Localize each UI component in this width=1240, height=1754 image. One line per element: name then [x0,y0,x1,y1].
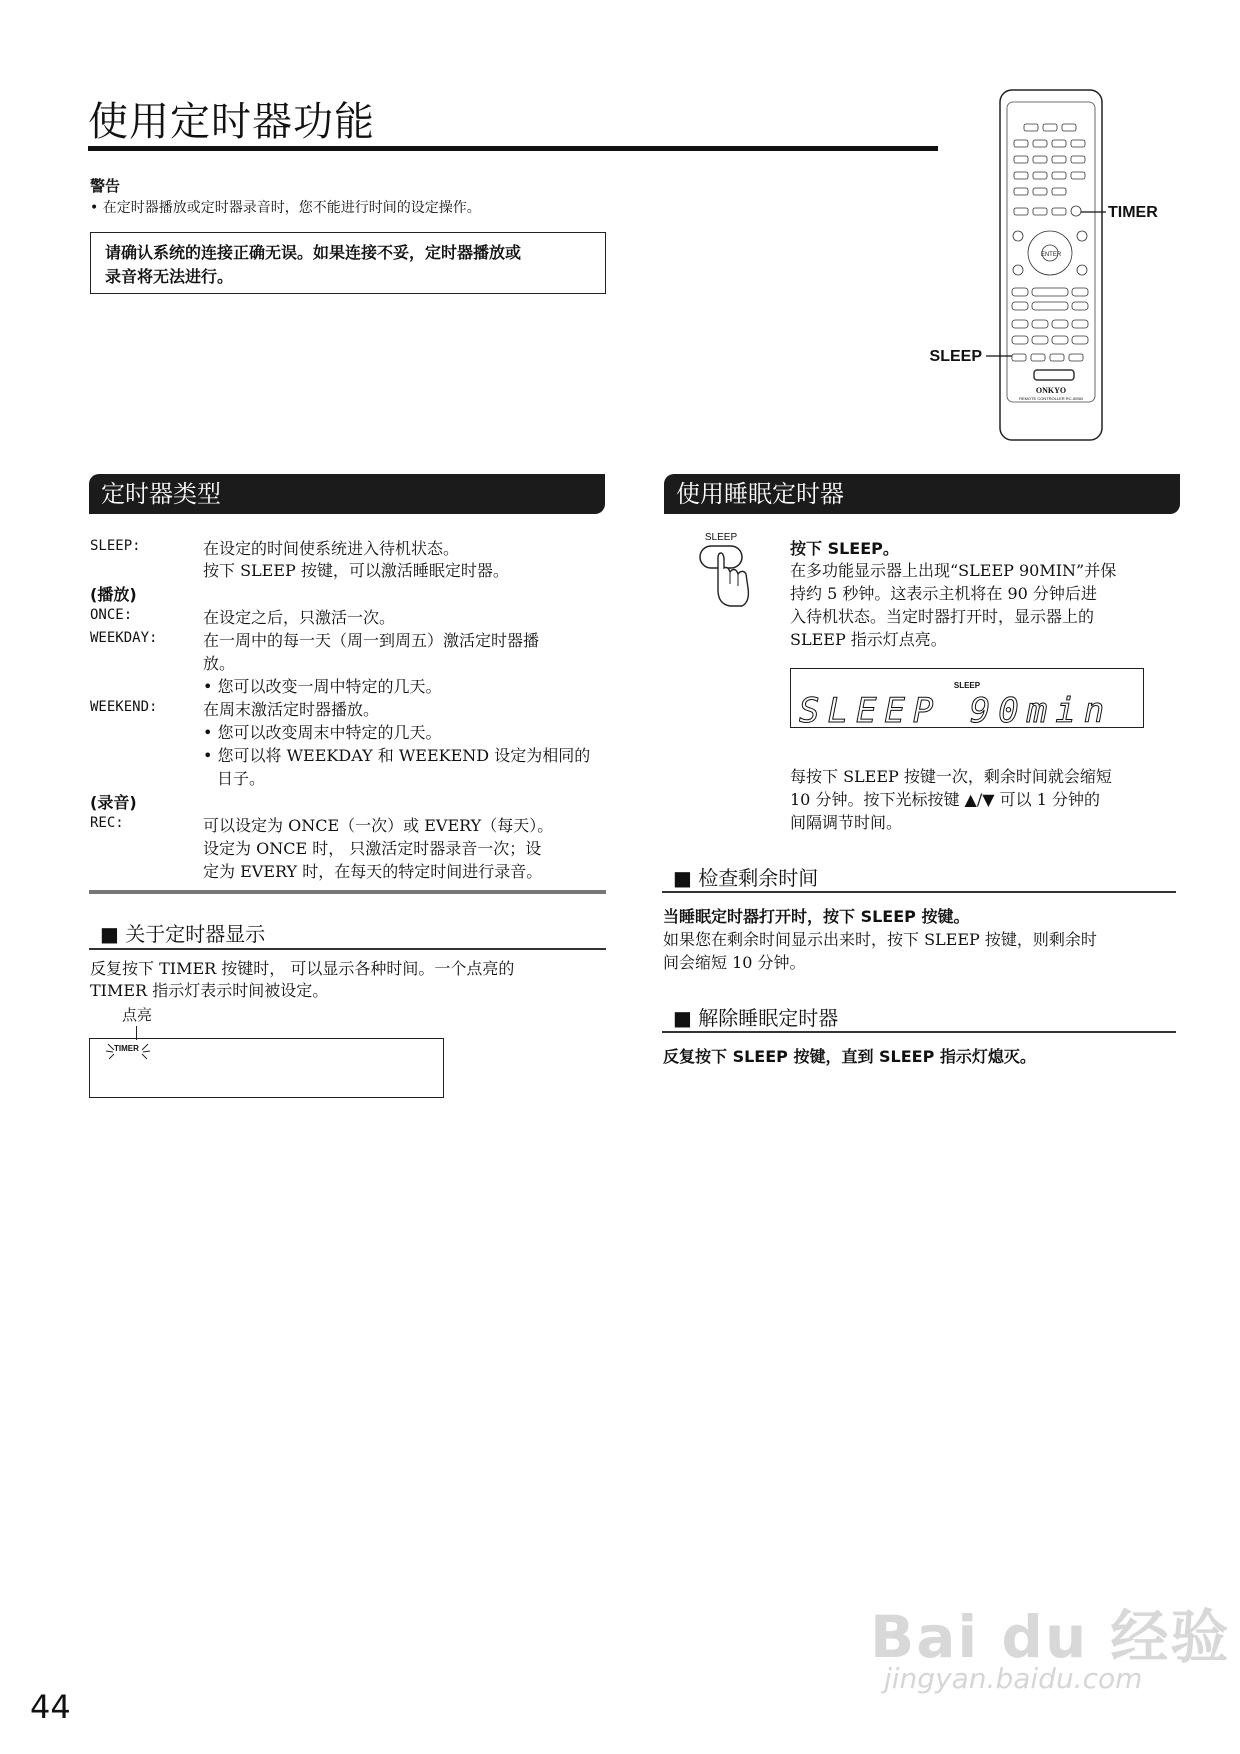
def-rec-2: 设定为 ONCE 时， 只激活定时器录音一次；设 [203,839,542,858]
def-weekday-1: 在一周中的每一天（周一到周五）激活定时器播 [203,631,540,650]
remote-enter-label: ENTER [1040,252,1062,258]
subsection-heading-cancel-sleep: ■ 解除睡眠定时器 [673,1006,839,1030]
sleep-adjust-2: 10 分钟。按下光标按键 ▲/▼ 可以 1 分钟的 [790,790,1100,809]
lit-label: 点亮 [122,1006,153,1024]
def-sleep-2: 按下 SLEEP 按键，可以激活睡眠定时器。 [203,561,509,580]
sleep-button-label: SLEEP [704,532,738,543]
sleep-text-3: 入待机状态。当定时器打开时，显示器上的 [790,607,1095,626]
subsection-rule [662,891,1176,893]
caution-line-1: 请确认系统的连接正确无误。如果连接不妥，定时器播放或 [105,243,522,262]
term-once: ONCE: [90,607,133,623]
term-weekday: WEEKDAY: [90,630,158,646]
subsection-rule [89,948,606,950]
caution-line-2: 录音将无法进行。 [105,267,234,286]
page-number: 44 [30,1688,71,1726]
def-sleep-1: 在设定的时间使系统进入待机状态。 [203,539,460,558]
sleep-text-4: SLEEP 指示灯点亮。 [790,630,947,649]
check-remaining-text-2: 间会缩短 10 分钟。 [663,953,806,972]
def-weekend: 在周末激活定时器播放。 [203,700,380,719]
def-rec-3: 定为 EVERY 时，在每天的特定时间进行录音。 [203,862,543,881]
subheading-rec: (录音) [90,793,137,812]
timer-indicator: TIMER [114,1044,139,1053]
def-weekday-2: 放。 [203,654,236,673]
subheading-play: (播放) [90,585,137,604]
subsection-heading-timer-display: ■ 关于定时器显示 [100,922,266,946]
warning-text: • 在定时器播放或定时器录音时，您不能进行时间的设定操作。 [90,200,481,216]
timer-lcd-display [89,1038,444,1098]
caution-box [90,232,606,294]
remote-control-illustration [920,80,1240,450]
remote-sleep-callout: SLEEP [929,348,982,365]
remote-brand: ONKYO [1035,386,1067,395]
watermark-logo: Bai du 经验 [870,1603,1231,1671]
weekday-bullet: • 您可以改变一周中特定的几天。 [203,677,442,696]
title-rule [88,146,938,151]
check-remaining-bold: 当睡眠定时器打开时，按下 SLEEP 按键。 [663,907,970,926]
hand-pressing-sleep-button-icon [690,528,756,610]
subsection-heading-check-remaining: ■ 检查剩余时间 [673,866,819,890]
timer-display-text-2: TIMER 指示灯表示时间被设定。 [90,981,329,1000]
section-divider [89,890,606,894]
cancel-sleep-text: 反复按下 SLEEP 按键，直到 SLEEP 指示灯熄灭。 [663,1047,1036,1066]
sleep-adjust-3: 间隔调节时间。 [790,813,903,832]
remote-timer-callout: TIMER [1108,204,1158,221]
warning-heading: 警告 [90,177,121,195]
weekend-bullet-2a: • 您可以将 WEEKDAY 和 WEEKEND 设定为相同的 [203,746,591,765]
weekend-bullet-1: • 您可以改变周末中特定的几天。 [203,723,442,742]
subsection-rule [662,1031,1176,1033]
section-header-timer-types: 定时器类型 [89,474,605,514]
weekend-bullet-2b: 日子。 [217,769,266,788]
remote-model: REMOTE CONTROLLER RC-505M [1019,396,1083,401]
term-weekend: WEEKEND: [90,699,158,715]
section-header-sleep-timer: 使用睡眠定时器 [664,474,1180,514]
term-sleep: SLEEP: [90,538,141,554]
sleep-lcd-display [790,668,1144,731]
sleep-adjust-1: 每按下 SLEEP 按键一次，剩余时间就会缩短 [790,767,1112,786]
term-rec: REC: [90,815,124,831]
watermark-url: jingyan.baidu.com [884,1662,1143,1695]
check-remaining-text-1: 如果您在剩余时间显示出来时，按下 SLEEP 按键，则剩余时 [663,930,1097,949]
sleep-step-heading: 按下 SLEEP。 [790,539,899,558]
def-rec-1: 可以设定为 ONCE（一次）或 EVERY（每天）。 [203,816,554,835]
sleep-text-1: 在多功能显示器上出现“SLEEP 90MIN”并保 [790,561,1117,580]
sleep-text-2: 持约 5 秒钟。这表示主机将在 90 分钟后进 [790,584,1097,603]
def-once: 在设定之后，只激活一次。 [203,608,396,627]
timer-display-text-1: 反复按下 TIMER 按键时， 可以显示各种时间。一个点亮的 [90,959,515,978]
sleep-lcd-indicator: SLEEP [953,681,981,690]
page-title: 使用定时器功能 [88,99,375,145]
sleep-lcd-readout: SLEEP 90min [799,691,1113,731]
